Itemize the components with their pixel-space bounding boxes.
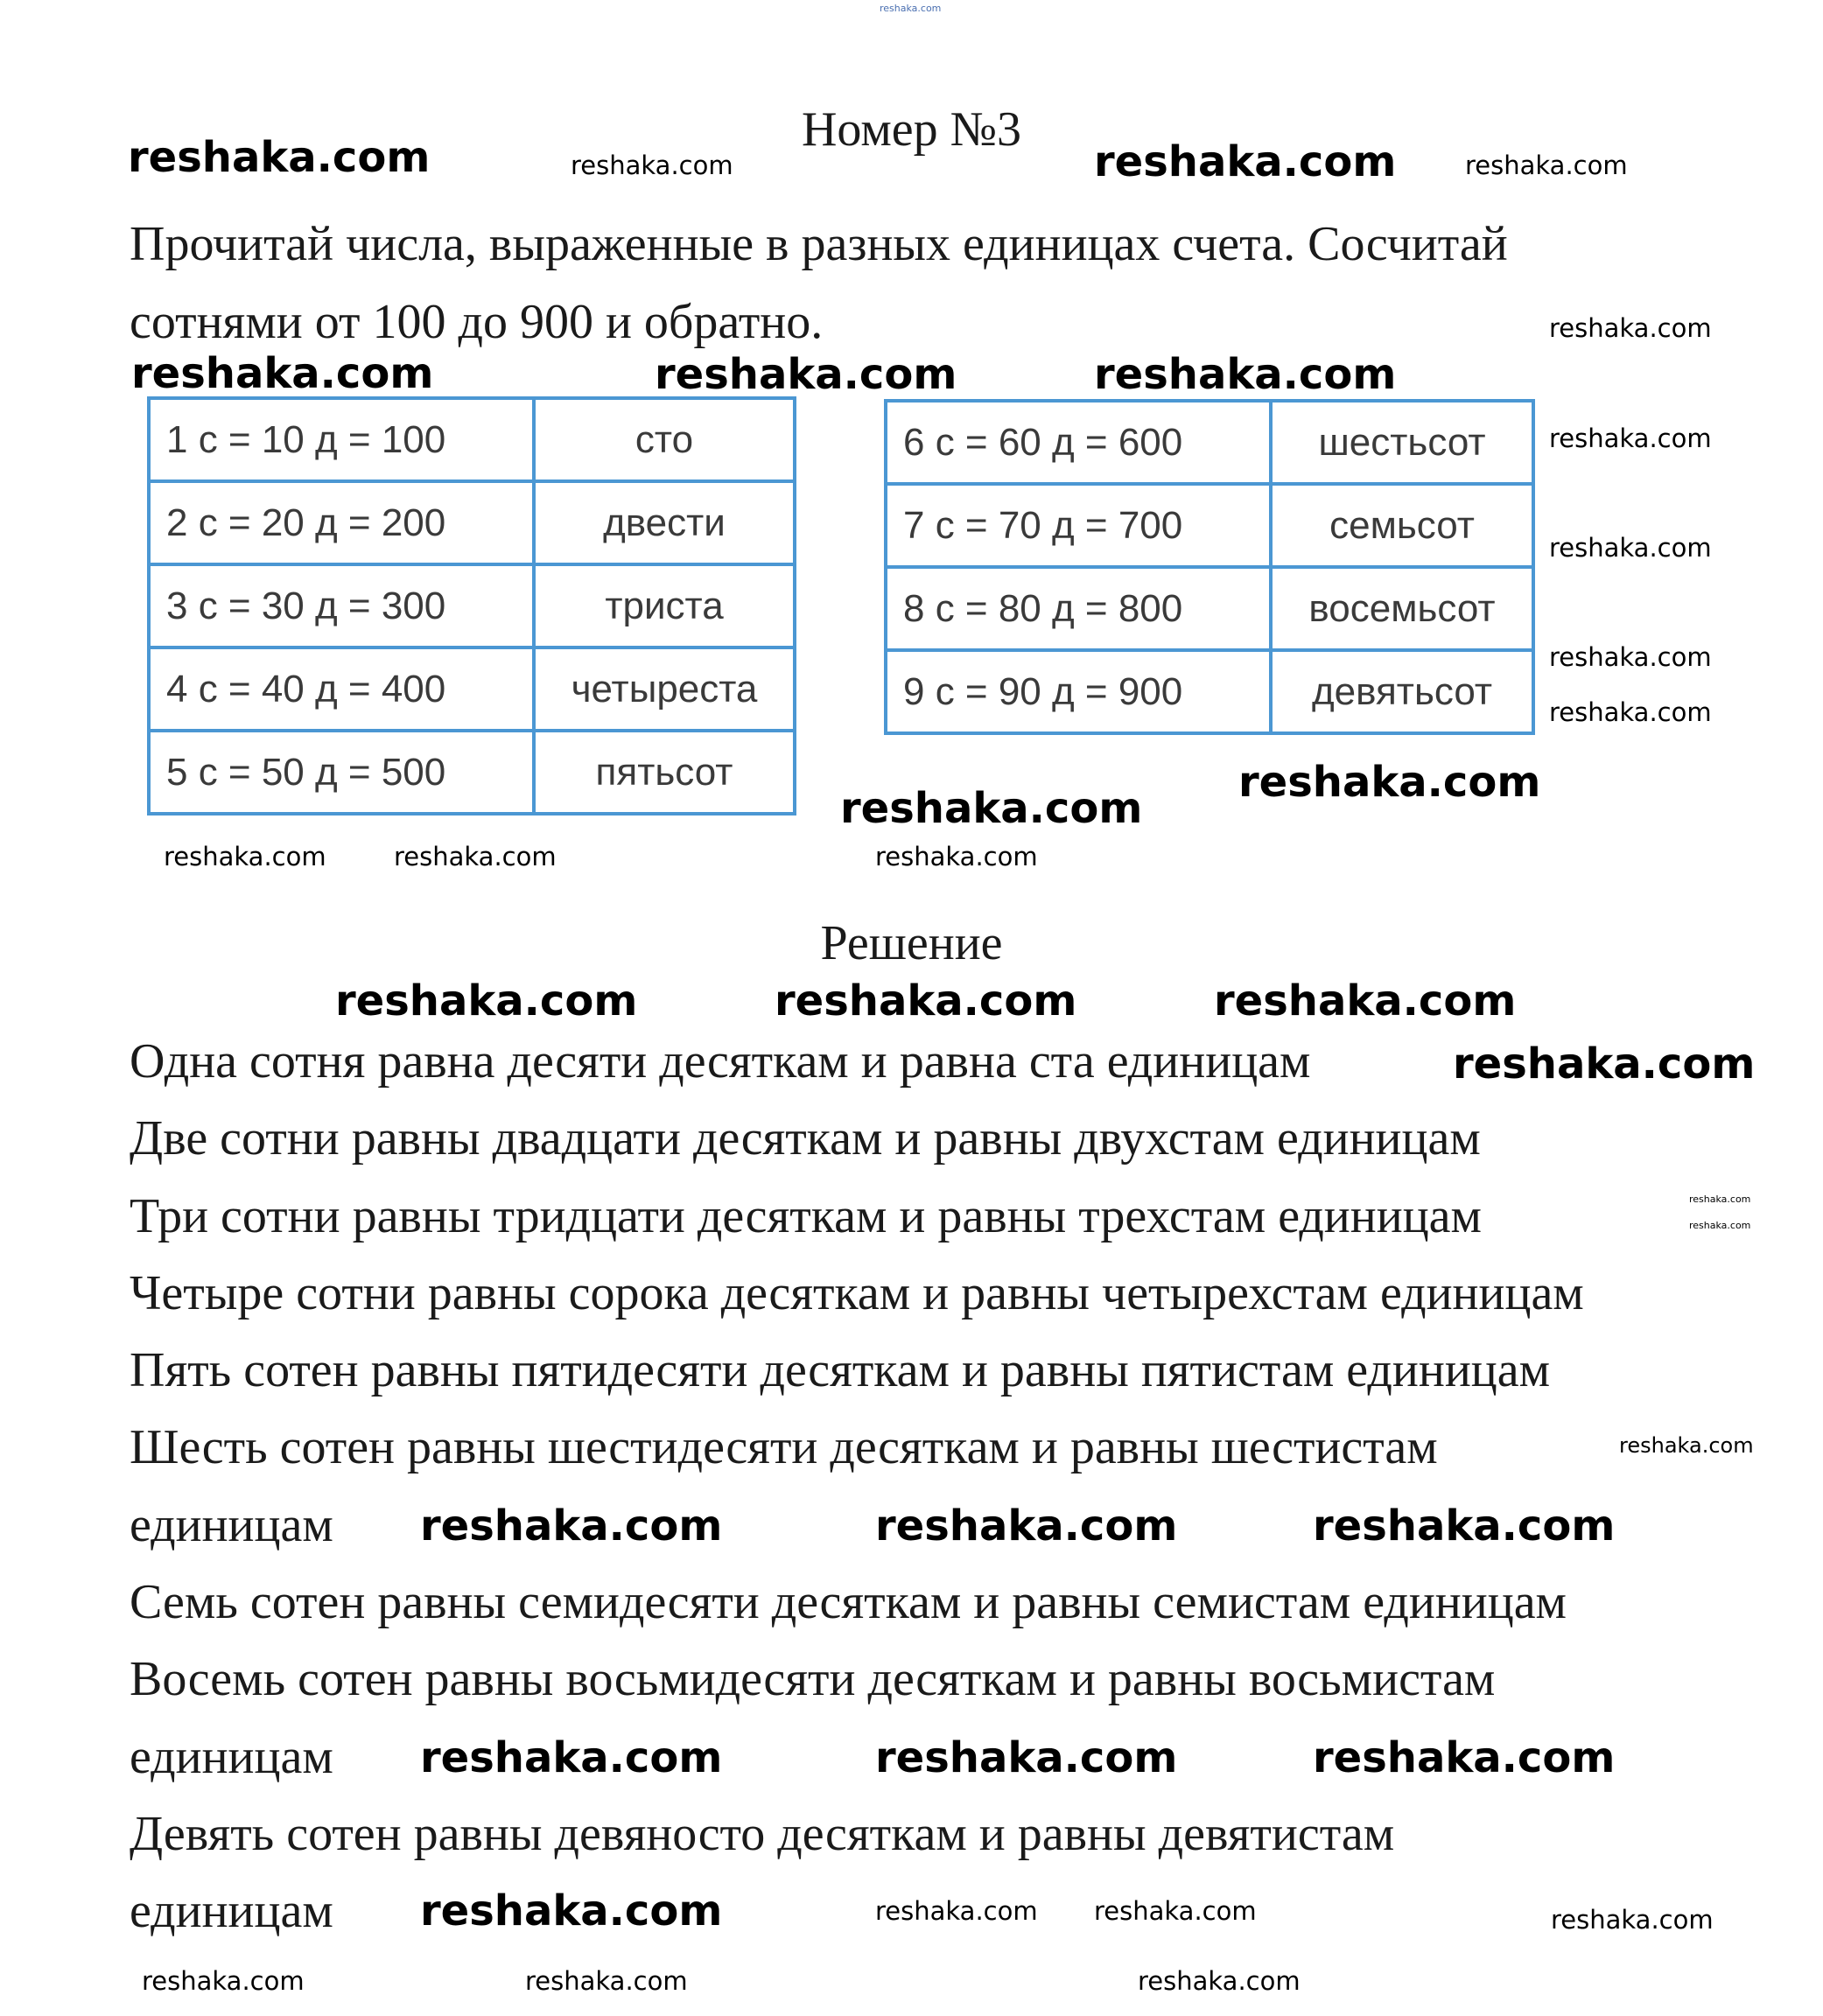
solution-line: Шесть сотен равны шестидесяти десяткам и равны шестистам (130, 1420, 1438, 1475)
watermark: reshaka.com (131, 349, 434, 398)
watermark: reshaka.com (880, 3, 942, 14)
watermark: reshaka.com (1313, 1733, 1616, 1782)
table-cell-expression: 4 с = 40 д = 400 (149, 648, 534, 731)
prompt-line: Прочитай числа, выраженные в разных единицах счета. Сосчитай (130, 217, 1508, 271)
page-title: Номер №3 (801, 102, 1022, 157)
hundreds-table-right (884, 399, 1535, 735)
table-cell-word: семьсот (1271, 484, 1533, 567)
table-cell-expression: 7 с = 70 д = 700 (886, 484, 1271, 567)
watermark: reshaka.com (1094, 137, 1397, 186)
watermark: reshaka.com (1214, 976, 1517, 1026)
watermark: reshaka.com (1689, 1194, 1751, 1205)
solution-line: Пять сотен равны пятидесяти десяткам и равны пятистам единицам (130, 1343, 1551, 1398)
solution-line: Четыре сотни равны сорока десяткам и равны четырехстам единицам (130, 1265, 1584, 1320)
watermark: reshaka.com (655, 350, 957, 399)
watermark: reshaka.com (525, 1966, 688, 1996)
watermark: reshaka.com (875, 842, 1038, 872)
table-cell-expression: 5 с = 50 д = 500 (149, 731, 534, 814)
watermark: reshaka.com (875, 1896, 1038, 1926)
watermark: reshaka.com (571, 150, 733, 180)
table-cell-word: восемьсот (1271, 567, 1533, 650)
watermark: reshaka.com (128, 133, 431, 182)
table-cell-word: шестьсот (1271, 401, 1533, 484)
watermark: reshaka.com (775, 976, 1077, 1026)
table-cell-expression: 3 с = 30 д = 300 (149, 564, 534, 648)
table-row (149, 398, 795, 481)
watermark: reshaka.com (394, 842, 557, 872)
table-cell-word: триста (534, 564, 795, 648)
watermark: reshaka.com (420, 1733, 723, 1782)
solution-line: Восемь сотен равны восьмидесяти десяткам и равны восьмистам (130, 1652, 1496, 1707)
watermark: reshaka.com (1465, 150, 1628, 180)
solution-line: Девять сотен равны девяносто десяткам и равны девятистам (130, 1806, 1395, 1861)
table-row (886, 484, 1533, 567)
table-cell-expression: 2 с = 20 д = 200 (149, 481, 534, 564)
watermark: reshaka.com (1549, 424, 1712, 453)
table-cell-word: девятьсот (1271, 650, 1533, 733)
watermark: reshaka.com (875, 1502, 1178, 1550)
watermark: reshaka.com (1549, 533, 1712, 563)
watermark: reshaka.com (1689, 1220, 1751, 1231)
solution-line: Три сотни равны тридцати десяткам и равны трехстам единицам (130, 1188, 1482, 1243)
table-row (149, 648, 795, 731)
table-cell-word: четыреста (534, 648, 795, 731)
table-row (149, 481, 795, 564)
watermark: reshaka.com (1549, 642, 1712, 672)
solution-line: единицам (130, 1729, 333, 1784)
watermark: reshaka.com (1549, 697, 1712, 727)
watermark: reshaka.com (1138, 1966, 1301, 1996)
solution-heading: Решение (820, 916, 1003, 970)
solution-text (130, 1033, 1584, 1961)
solution-line: Две сотни равны двадцати десяткам и равны двухстам единицам (130, 1111, 1481, 1166)
solution-line: Семь сотен равны семидесяти десяткам и равны семистам единицам (130, 1575, 1567, 1630)
table-cell-expression: 6 с = 60 д = 600 (886, 401, 1271, 484)
watermark: reshaka.com (1549, 313, 1712, 343)
watermark: reshaka.com (420, 1502, 723, 1550)
table-cell-word: двести (534, 481, 795, 564)
table-row (149, 564, 795, 648)
watermark: reshaka.com (1551, 1905, 1714, 1935)
watermark: reshaka.com (1313, 1502, 1616, 1550)
prompt-line: сотнями от 100 до 900 и обратно. (130, 295, 824, 349)
table-row (886, 650, 1533, 733)
watermark: reshaka.com (1094, 1896, 1257, 1926)
hundreds-table-left (147, 396, 796, 816)
watermark: reshaka.com (1453, 1040, 1756, 1088)
watermark: reshaka.com (875, 1733, 1178, 1782)
solution-line: Одна сотня равна десяти десяткам и равна ста единицам (130, 1034, 1311, 1088)
table-row (886, 567, 1533, 650)
table-cell-expression: 1 с = 10 д = 100 (149, 398, 534, 481)
watermark: reshaka.com (1094, 350, 1397, 399)
watermark: reshaka.com (420, 1886, 723, 1936)
watermark: reshaka.com (1238, 758, 1541, 807)
watermark: reshaka.com (335, 976, 638, 1026)
table-row (886, 401, 1533, 484)
watermark: reshaka.com (1619, 1433, 1754, 1458)
watermark: reshaka.com (840, 784, 1143, 833)
table-cell-word: сто (534, 398, 795, 481)
table-cell-expression: 9 с = 90 д = 900 (886, 650, 1271, 733)
table-row (149, 731, 795, 814)
table-cell-word: пятьсот (534, 731, 795, 814)
solution-line: единицам (130, 1497, 333, 1552)
watermark: reshaka.com (142, 1966, 305, 1996)
table-cell-expression: 8 с = 80 д = 800 (886, 567, 1271, 650)
solution-line: единицам (130, 1884, 333, 1939)
watermark: reshaka.com (164, 842, 326, 872)
